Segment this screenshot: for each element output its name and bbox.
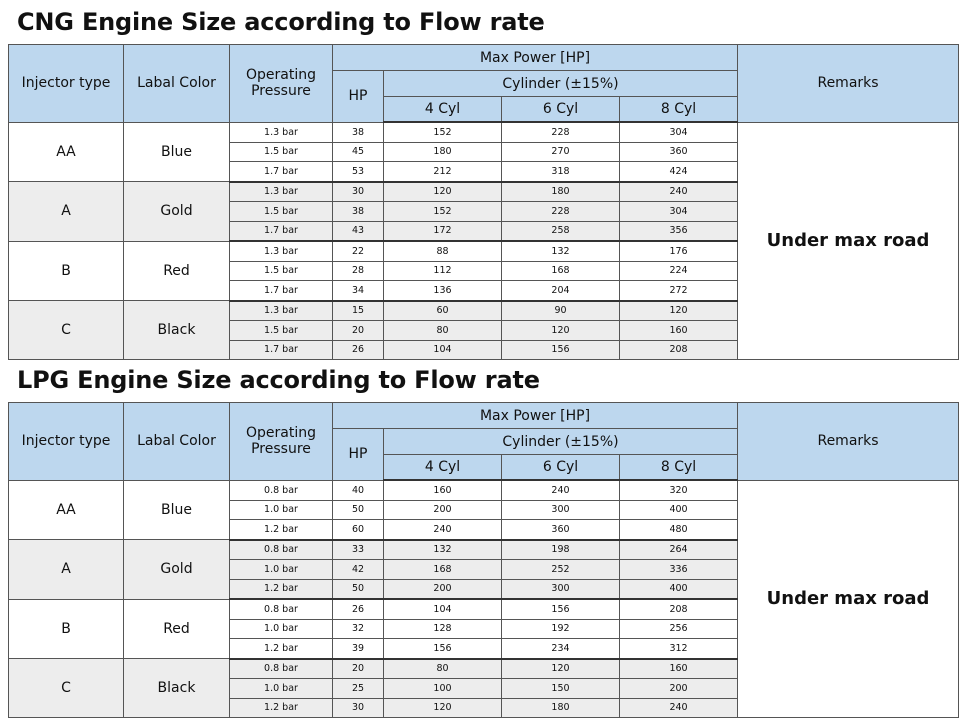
header-max-power: Max Power [HP]	[333, 403, 738, 429]
header-6-cyl: 6 Cyl	[502, 97, 620, 123]
header-operating-pressure	[230, 403, 333, 481]
cyl8-cell: 176	[620, 241, 738, 261]
hp-cell: 40	[333, 480, 384, 500]
cyl6-cell: 360	[502, 520, 620, 540]
pressure-cell: 1.3 bar	[230, 122, 333, 142]
pressure-cell: 1.5 bar	[230, 142, 333, 162]
cyl8-cell: 312	[620, 639, 738, 659]
header-hp: HP	[333, 429, 384, 481]
header-operating-pressure-line1: Operating	[246, 67, 316, 84]
cyl4-cell: 128	[384, 619, 502, 639]
lpg-table	[8, 402, 959, 718]
hp-cell: 30	[333, 698, 384, 718]
cyl6-cell: 234	[502, 639, 620, 659]
cyl4-cell: 160	[384, 480, 502, 500]
cyl4-cell: 200	[384, 579, 502, 599]
header-cylinder: Cylinder (±15%)	[384, 429, 738, 455]
label-color-cell: Gold	[124, 540, 230, 600]
cyl8-cell: 480	[620, 520, 738, 540]
cng-title: CNG Engine Size according to Flow rate	[17, 8, 545, 36]
header-injector-type: Injector type	[9, 45, 124, 123]
cng-table-body	[9, 122, 959, 360]
cyl6-cell: 192	[502, 619, 620, 639]
cyl8-cell: 304	[620, 202, 738, 222]
cyl4-cell: 200	[384, 500, 502, 520]
cyl8-cell: 240	[620, 698, 738, 718]
hp-cell: 50	[333, 500, 384, 520]
cyl4-cell: 152	[384, 122, 502, 142]
cyl8-cell: 256	[620, 619, 738, 639]
hp-cell: 30	[333, 182, 384, 202]
cyl6-cell: 150	[502, 679, 620, 699]
hp-cell: 26	[333, 599, 384, 619]
cyl4-cell: 100	[384, 679, 502, 699]
hp-cell: 28	[333, 261, 384, 281]
hp-cell: 45	[333, 142, 384, 162]
header-injector-type: Injector type	[9, 403, 124, 481]
lpg-title: LPG Engine Size according to Flow rate	[17, 366, 540, 394]
hp-cell: 38	[333, 122, 384, 142]
cyl6-cell: 120	[502, 659, 620, 679]
cyl6-cell: 198	[502, 540, 620, 560]
cyl8-cell: 160	[620, 659, 738, 679]
cyl8-cell: 272	[620, 281, 738, 301]
remarks-cell: Under max road	[738, 122, 959, 360]
header-operating-pressure	[230, 45, 333, 123]
cyl6-cell: 240	[502, 480, 620, 500]
hp-cell: 15	[333, 301, 384, 321]
header-4-cyl: 4 Cyl	[384, 455, 502, 481]
cyl6-cell: 300	[502, 579, 620, 599]
table-row	[9, 122, 959, 142]
cyl4-cell: 80	[384, 321, 502, 341]
cyl4-cell: 156	[384, 639, 502, 659]
hp-cell: 43	[333, 221, 384, 241]
injector-type-cell: AA	[9, 122, 124, 182]
label-color-cell: Blue	[124, 122, 230, 182]
hp-cell: 22	[333, 241, 384, 261]
pressure-cell: 1.0 bar	[230, 560, 333, 580]
header-operating-pressure-line2: Pressure	[251, 441, 311, 458]
cyl6-cell: 300	[502, 500, 620, 520]
pressure-cell: 1.7 bar	[230, 281, 333, 301]
cyl6-cell: 252	[502, 560, 620, 580]
cyl6-cell: 120	[502, 321, 620, 341]
cyl8-cell: 424	[620, 162, 738, 182]
pressure-cell: 1.2 bar	[230, 579, 333, 599]
cyl4-cell: 168	[384, 560, 502, 580]
injector-type-cell: C	[9, 301, 124, 360]
hp-cell: 33	[333, 540, 384, 560]
cyl6-cell: 270	[502, 142, 620, 162]
pressure-cell: 0.8 bar	[230, 480, 333, 500]
cyl6-cell: 132	[502, 241, 620, 261]
cyl8-cell: 400	[620, 579, 738, 599]
cyl4-cell: 180	[384, 142, 502, 162]
hp-cell: 26	[333, 340, 384, 360]
cyl8-cell: 200	[620, 679, 738, 699]
hp-cell: 32	[333, 619, 384, 639]
pressure-cell: 1.7 bar	[230, 340, 333, 360]
pressure-cell: 1.0 bar	[230, 500, 333, 520]
cyl4-cell: 60	[384, 301, 502, 321]
cyl4-cell: 136	[384, 281, 502, 301]
header-6-cyl: 6 Cyl	[502, 455, 620, 481]
header-operating-pressure-line2: Pressure	[251, 83, 311, 100]
header-operating-pressure-line1: Operating	[246, 425, 316, 442]
cyl8-cell: 224	[620, 261, 738, 281]
remarks-cell: Under max road	[738, 480, 959, 718]
cyl8-cell: 264	[620, 540, 738, 560]
cyl4-cell: 112	[384, 261, 502, 281]
cyl4-cell: 88	[384, 241, 502, 261]
hp-cell: 38	[333, 202, 384, 222]
label-color-cell: Red	[124, 599, 230, 659]
pressure-cell: 1.5 bar	[230, 261, 333, 281]
label-color-cell: Black	[124, 301, 230, 360]
hp-cell: 34	[333, 281, 384, 301]
header-cylinder: Cylinder (±15%)	[384, 71, 738, 97]
cyl6-cell: 180	[502, 182, 620, 202]
hp-cell: 20	[333, 659, 384, 679]
cyl8-cell: 356	[620, 221, 738, 241]
cyl4-cell: 212	[384, 162, 502, 182]
pressure-cell: 0.8 bar	[230, 540, 333, 560]
header-4-cyl: 4 Cyl	[384, 97, 502, 123]
cyl4-cell: 152	[384, 202, 502, 222]
pressure-cell: 1.0 bar	[230, 619, 333, 639]
cyl8-cell: 160	[620, 321, 738, 341]
header-label-color: Labal Color	[124, 45, 230, 123]
injector-type-cell: B	[9, 599, 124, 659]
header-8-cyl: 8 Cyl	[620, 455, 738, 481]
injector-type-cell: AA	[9, 480, 124, 540]
label-color-cell: Red	[124, 241, 230, 301]
cyl4-cell: 172	[384, 221, 502, 241]
hp-cell: 53	[333, 162, 384, 182]
cyl4-cell: 104	[384, 599, 502, 619]
hp-cell: 20	[333, 321, 384, 341]
cyl8-cell: 400	[620, 500, 738, 520]
cyl6-cell: 228	[502, 122, 620, 142]
pressure-cell: 0.8 bar	[230, 659, 333, 679]
table-row	[9, 480, 959, 500]
cyl4-cell: 104	[384, 340, 502, 360]
cyl8-cell: 360	[620, 142, 738, 162]
pressure-cell: 1.7 bar	[230, 221, 333, 241]
cyl4-cell: 132	[384, 540, 502, 560]
cyl6-cell: 90	[502, 301, 620, 321]
pressure-cell: 1.7 bar	[230, 162, 333, 182]
pressure-cell: 1.2 bar	[230, 520, 333, 540]
hp-cell: 25	[333, 679, 384, 699]
cyl8-cell: 208	[620, 599, 738, 619]
injector-type-cell: C	[9, 659, 124, 718]
header-remarks: Remarks	[738, 45, 959, 123]
injector-type-cell: A	[9, 182, 124, 242]
cyl8-cell: 320	[620, 480, 738, 500]
cyl4-cell: 120	[384, 182, 502, 202]
cyl6-cell: 156	[502, 340, 620, 360]
cyl4-cell: 240	[384, 520, 502, 540]
pressure-cell: 1.3 bar	[230, 301, 333, 321]
injector-type-cell: B	[9, 241, 124, 301]
cyl6-cell: 168	[502, 261, 620, 281]
cyl8-cell: 336	[620, 560, 738, 580]
pressure-cell: 1.3 bar	[230, 241, 333, 261]
injector-type-cell: A	[9, 540, 124, 600]
cyl4-cell: 80	[384, 659, 502, 679]
label-color-cell: Black	[124, 659, 230, 718]
pressure-cell: 1.2 bar	[230, 639, 333, 659]
pressure-cell: 1.3 bar	[230, 182, 333, 202]
cyl6-cell: 180	[502, 698, 620, 718]
cyl6-cell: 156	[502, 599, 620, 619]
pressure-cell: 1.5 bar	[230, 321, 333, 341]
pressure-cell: 1.0 bar	[230, 679, 333, 699]
cyl6-cell: 318	[502, 162, 620, 182]
cyl6-cell: 228	[502, 202, 620, 222]
cyl6-cell: 258	[502, 221, 620, 241]
label-color-cell: Gold	[124, 182, 230, 242]
pressure-cell: 1.5 bar	[230, 202, 333, 222]
cyl8-cell: 208	[620, 340, 738, 360]
hp-cell: 60	[333, 520, 384, 540]
cyl8-cell: 240	[620, 182, 738, 202]
header-8-cyl: 8 Cyl	[620, 97, 738, 123]
hp-cell: 42	[333, 560, 384, 580]
hp-cell: 39	[333, 639, 384, 659]
header-label-color: Labal Color	[124, 403, 230, 481]
pressure-cell: 1.2 bar	[230, 698, 333, 718]
lpg-table-body	[9, 480, 959, 718]
pressure-cell: 0.8 bar	[230, 599, 333, 619]
cng-table	[8, 44, 959, 360]
label-color-cell: Blue	[124, 480, 230, 540]
cyl8-cell: 304	[620, 122, 738, 142]
hp-cell: 50	[333, 579, 384, 599]
cyl6-cell: 204	[502, 281, 620, 301]
cyl4-cell: 120	[384, 698, 502, 718]
cyl8-cell: 120	[620, 301, 738, 321]
header-remarks: Remarks	[738, 403, 959, 481]
header-max-power: Max Power [HP]	[333, 45, 738, 71]
header-hp: HP	[333, 71, 384, 123]
